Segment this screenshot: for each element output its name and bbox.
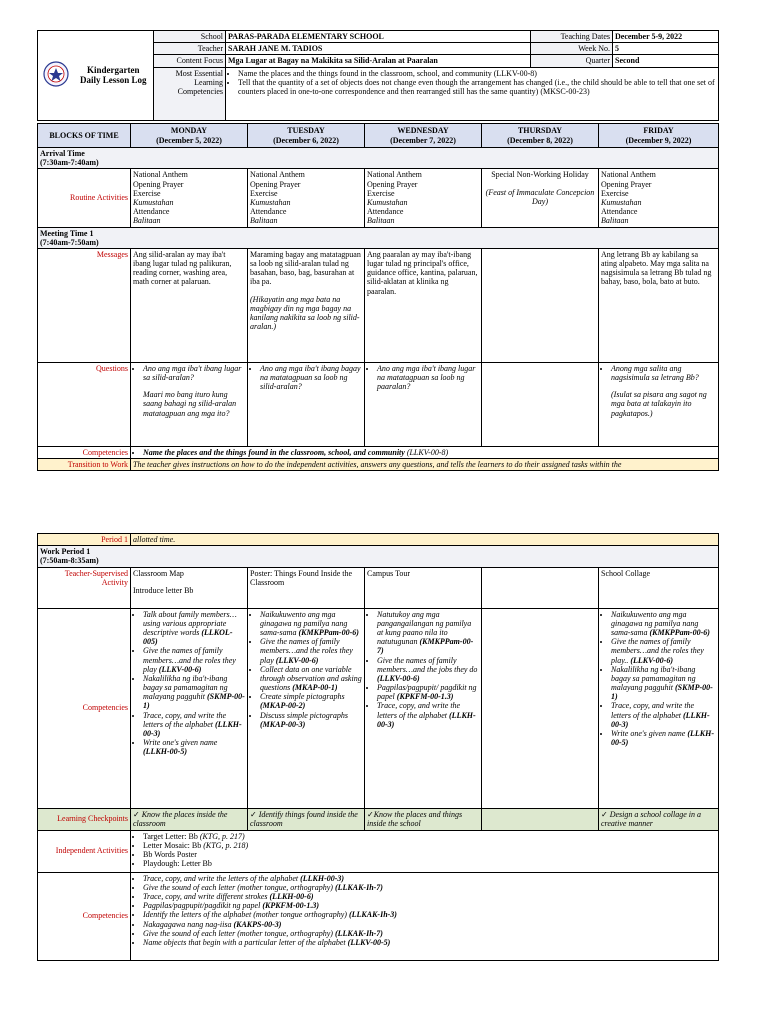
message-wed: Ang paaralan ay may iba't-ibang lugar tulad ng principal's office, guidance office, kantina, palaruan, silid-aklatan at klinika ng paaralan. <box>365 248 482 362</box>
quarter-label: Quarter <box>531 55 613 67</box>
routine-item: Kumustahan <box>601 197 642 207</box>
competency-item: • Trace, copy, and write the letters of the alphabet (LLKH-00-3) <box>377 701 479 729</box>
wednesday-header <box>365 124 482 148</box>
tsa-thu <box>482 567 599 608</box>
checkpoint-thu <box>482 808 599 830</box>
routine-item: National Anthem <box>367 170 422 180</box>
question-item: Ano ang mga iba't ibang bagay na matatagpuan sa loob ng silid-aralan? <box>260 363 361 392</box>
routine-fri <box>599 169 719 227</box>
independent-competencies-label: Competencies <box>38 872 131 960</box>
questions-label: Questions <box>38 362 131 446</box>
independent-item: • Playdough: Letter Bb <box>143 859 716 868</box>
questions-thu <box>482 362 599 446</box>
routine-item: National Anthem <box>250 170 305 180</box>
routine-item: Balitaan <box>601 216 629 226</box>
competency-item: • Write one's given name (LLKH-00-5) <box>143 738 245 756</box>
competency-item: • Nakalilikha ng iba't-ibang bagay sa pamamagitan ng malayang pagguhit (SKMP-00-1) <box>143 674 245 711</box>
checkpoint-text: Identify things found inside the classroom <box>250 809 358 828</box>
question-item: Anong mga salita ang nagsisimula sa letrang Bb? <box>611 363 699 383</box>
quarter-value: Second <box>613 55 719 67</box>
competency-item: • Identify the letters of the alphabet (mother tongue orthography) (LLKAK-Ih-3) <box>143 910 716 919</box>
day-name: WEDNESDAY <box>397 126 449 136</box>
day-date: (December 8, 2022) <box>507 135 573 145</box>
content-focus-label: Content Focus <box>154 55 226 67</box>
period-label: Period 1 <box>38 534 131 546</box>
transition-label: Transition to Work <box>38 459 131 471</box>
independent-competencies <box>131 872 719 960</box>
meeting-competencies-label: Competencies <box>38 446 131 458</box>
message-thu <box>482 248 599 362</box>
competency-item: • Trace, copy, and write the letters of the alphabet (LLKH-00-3) <box>611 701 716 729</box>
checkpoint-text: Know the places and things inside the school <box>367 809 463 828</box>
competency-item: • Collect data on one variable through observation and asking questions (MKAP-00-1) <box>260 665 362 693</box>
work-competencies-thu <box>482 608 599 808</box>
arrival-section-header <box>38 148 719 169</box>
section-title: Work Period 1 <box>40 547 91 557</box>
work-competencies-fri <box>599 608 719 808</box>
section-title: Meeting Time 1 <box>40 228 94 238</box>
day-name: FRIDAY <box>643 126 674 136</box>
tsa-label: Teacher-Supervised Activity <box>38 567 131 608</box>
competency-item: • Give the names of family members…and the roles they play.. (LLKV-00-6) <box>611 637 716 665</box>
work-competencies-mon <box>131 608 248 808</box>
routine-mon <box>131 169 248 227</box>
log-title-line1: Kindergarten <box>87 64 140 75</box>
question-item: Ano ang mga iba't ibang lugar na matatagpuan sa loob ng paaralan? <box>377 363 476 392</box>
friday-header <box>599 124 719 148</box>
competency-item: • Trace, copy, and write different strokes (LLKH-00-6) <box>143 892 716 901</box>
day-date: (December 7, 2022) <box>390 135 456 145</box>
routine-thu-holiday <box>482 169 599 227</box>
questions-wed <box>365 362 482 446</box>
dates-label: Teaching Dates <box>531 31 613 43</box>
competency-item: • Talk about family members…using various appropriate descriptive words (LLKOL-005) <box>143 610 245 647</box>
activity-title: Introduce letter Bb <box>133 585 194 595</box>
day-name: TUESDAY <box>287 126 325 136</box>
meeting-competencies-value <box>131 446 719 458</box>
independent-item: • Target Letter: Bb (KTG, p. 217) <box>143 832 716 841</box>
competency-item: • Write one's given name (LLKH-00-5) <box>611 729 716 747</box>
week-label: Week No. <box>531 43 613 55</box>
routine-tue <box>248 169 365 227</box>
routine-item: Kumustahan <box>133 197 174 207</box>
independent-label: Independent Activities <box>38 830 131 872</box>
routine-item: Exercise <box>367 188 395 198</box>
checkpoint-wed: ✓Know the places and things inside the school <box>365 808 482 830</box>
message-tue <box>248 248 365 362</box>
checkpoint-text: Know the places inside the classroom <box>133 809 228 828</box>
routine-item: National Anthem <box>601 170 656 180</box>
section-time: (7:40am-7:50am) <box>40 237 99 247</box>
message-fri: Ang letrang Bb ay kabilang sa ating alpabeto. May mga salita na nagsisimula sa letrang Bb tulad ng bahay, baso, bola, bato at buto. <box>599 248 719 362</box>
routine-item: Exercise <box>133 188 161 198</box>
message-text: Maraming bagay ang matatagpuan sa loob ng silid-aralan tulad ng basahan, baso, bag, basurahan at iba pa. <box>250 249 361 287</box>
competency-item: • Natutukoy ang mga pangangailangan ng pamilya at kung paano nila ito natutugunan (KMKPPam-00-7) <box>377 610 479 656</box>
routine-item: Opening Prayer <box>250 179 301 189</box>
routine-item: Opening Prayer <box>367 179 418 189</box>
dates-value: December 5-9, 2022 <box>613 31 719 43</box>
routine-item: Exercise <box>250 188 278 198</box>
tuesday-header <box>248 124 365 148</box>
week-value: 5 <box>613 43 719 55</box>
section-time: (7:50am-8:35am) <box>40 556 99 566</box>
competency-item: • Naikukuwento ang mga ginagawa ng pamilya nang sama-sama (KMKPPam-00-6) <box>260 610 362 638</box>
period-text: allotted time. <box>133 535 176 544</box>
routine-item: Attendance <box>601 207 638 217</box>
routine-item: Attendance <box>250 207 287 217</box>
tsa-wed: Campus Tour <box>365 567 482 608</box>
competency-item: • Give the sound of each letter (mother tongue, orthography) (LLKAK-Ih-7) <box>143 929 716 938</box>
routine-item: Attendance <box>367 207 404 217</box>
deped-seal <box>38 31 74 121</box>
mec-label: Most Essential Learning Competencies <box>154 67 226 120</box>
meeting-section-header <box>38 227 719 248</box>
independent-activities <box>131 830 719 872</box>
routine-item: Exercise <box>601 188 629 198</box>
competency-item: • Naikukuwento ang mga ginagawa ng pamilya nang sama-sama (KMKPPam-00-6) <box>611 610 716 638</box>
competency-code: (LLKV-00-8) <box>406 447 449 457</box>
school-value: PARAS-PARADA ELEMENTARY SCHOOL <box>226 31 531 43</box>
holiday-note: (Feast of Immaculate Concepcion Day) <box>485 187 595 206</box>
transition-value <box>131 459 719 471</box>
log-title <box>74 31 154 121</box>
question-item: Maari mo bang ituro kung saang bahagi ng silid-aralan matatagpuan ang mga ito? <box>143 390 237 418</box>
checkpoint-tue: ✓ Identify things found inside the classroom <box>248 808 365 830</box>
teacher-label: Teacher <box>154 43 226 55</box>
question-item: Ano ang mga iba't ibang lugar sa silid-aralan? <box>143 363 242 383</box>
mec-list <box>226 67 719 120</box>
independent-item: • Bb Words Poster <box>143 850 716 859</box>
independent-item: • Letter Mosaic: Bb (KTG, p. 218) <box>143 841 716 850</box>
routine-item: Kumustahan <box>367 197 408 207</box>
day-name: THURSDAY <box>517 126 563 136</box>
routine-item: Attendance <box>133 207 170 217</box>
school-label: School <box>154 31 226 43</box>
tsa-mon <box>131 567 248 608</box>
thursday-header <box>482 124 599 148</box>
questions-mon <box>131 362 248 446</box>
checkpoints-label: Learning Checkpoints <box>38 808 131 830</box>
transition-text: The teacher gives instructions on how to do the independent activities, answers any questions, and tells the learners to do their assigned tasks within the <box>133 460 622 470</box>
checkpoint-text: Design a school collage in a creative manner <box>601 809 702 828</box>
routine-item: National Anthem <box>133 170 188 180</box>
checkpoint-fri: ✓ Design a school collage in a creative manner <box>599 808 719 830</box>
competency-item: • Pagpilas/pagpupit/ pagdikit ng papel (KPKFM-00-1.3) <box>377 683 479 701</box>
day-date: (December 5, 2022) <box>156 135 222 145</box>
day-name: MONDAY <box>170 126 208 136</box>
competency-item: • Give the sound of each letter (mother tongue, orthography) (LLKAK-Ih-7) <box>143 883 716 892</box>
competency-item: • Trace, copy, and write the letters of the alphabet (LLKH-00-3) <box>143 874 716 883</box>
deped-seal-icon <box>43 61 69 87</box>
section-title: Arrival Time <box>40 149 85 158</box>
competency-item: • Trace, copy, and write the letters of the alphabet (LLKH-00-3) <box>143 711 245 739</box>
work-competencies-wed <box>365 608 482 808</box>
tsa-fri: School Collage <box>599 567 719 608</box>
routine-item: Balitaan <box>133 216 161 226</box>
competency-item: • Create simple pictographs (MKAP-00-2) <box>260 692 362 710</box>
competency-text: Name the places and the things found in the classroom, school, and community <box>143 447 405 457</box>
blocks-of-time-header: BLOCKS OF TIME <box>38 124 131 148</box>
competency-item: • Discuss simple pictographs (MKAP-00-3) <box>260 711 362 729</box>
header-table <box>37 30 719 121</box>
routine-item: Balitaan <box>250 216 278 226</box>
competency-item: • Give the names of family members…and the roles they play (LLKV-00-6) <box>260 637 362 665</box>
log-title-line2: Daily Lesson Log <box>79 75 147 86</box>
section-time: (7:30am-7:40am) <box>40 158 99 168</box>
competency-item: • Name objects that begin with a particular letter of the alphabet (LLKV-00-5) <box>143 938 716 947</box>
teacher-value: SARAH JANE M. TADIOS <box>226 43 531 55</box>
work-competencies-label: Competencies <box>38 608 131 808</box>
competency-item: • Give the names of family members…and the roles they play (LLKV-00-6) <box>143 646 245 674</box>
activity-title: Classroom Map <box>133 568 184 578</box>
day-date: (December 9, 2022) <box>625 135 692 145</box>
message-note: (Hikayatin ang mga bata na magbigay din ng mga bagay na kanilang nakikita sa loob ng silid-aralan.) <box>250 294 360 332</box>
questions-tue <box>248 362 365 446</box>
routine-item: Balitaan <box>367 216 395 226</box>
routine-item: Kumustahan <box>250 197 291 207</box>
work-period-table <box>37 533 719 961</box>
content-focus-value: Mga Lugar at Bagay na Makikita sa Silid-Aralan at Paaralan <box>226 55 531 67</box>
routine-wed <box>365 169 482 227</box>
checkpoint-mon: ✓ Know the places inside the classroom <box>131 808 248 830</box>
questions-fri <box>599 362 719 446</box>
monday-header <box>131 124 248 148</box>
tsa-tue: Poster: Things Found Inside the Classroom <box>248 567 365 608</box>
period-value <box>131 534 719 546</box>
message-mon: Ang silid-aralan ay may iba't ibang lugar tulad ng palikuran, reading corner, washing area, math corner at palaruan. <box>131 248 248 362</box>
routine-label: Routine Activities <box>38 169 131 227</box>
competency-item: • Give the names of family members…and the jobs they do (LLKV-00-6) <box>377 656 479 684</box>
holiday-text: Special Non-Working Holiday <box>491 170 589 180</box>
mec-item: • Name the places and the things found in the classroom, school, and community (LLKV-00-8) <box>238 69 716 78</box>
messages-label: Messages <box>38 248 131 362</box>
question-note: (Isulat sa pisara ang sagot ng mga bata at talakayin ito pagkatapos.) <box>611 390 707 418</box>
day-date: (December 6, 2022) <box>273 135 339 145</box>
work-competencies-tue <box>248 608 365 808</box>
routine-item: Opening Prayer <box>133 179 184 189</box>
competency-item: • Nakagagawa nang nag-iisa (KAKPS-00-3) <box>143 920 716 929</box>
routine-item: Opening Prayer <box>601 179 652 189</box>
schedule-table <box>37 123 719 471</box>
mec-item: • Tell that the quantity of a set of objects does not change even though the arrangement has changed (i.e., the child should be able to tell that one set of counters placed in one-to-one correspondence and then rearranged still has the same quantity) (MKSC-00-23) <box>238 78 716 96</box>
work-period-section-header <box>38 546 719 567</box>
competency-item: • Nakalilikha ng iba't-ibang bagay sa pamamagitan ng malayang pagguhit (SKMP-00-1) <box>611 665 716 702</box>
competency-item: • Pagpilas/pagpupit/pagdikit ng papel (KPKFM-00-1.3) <box>143 901 716 910</box>
